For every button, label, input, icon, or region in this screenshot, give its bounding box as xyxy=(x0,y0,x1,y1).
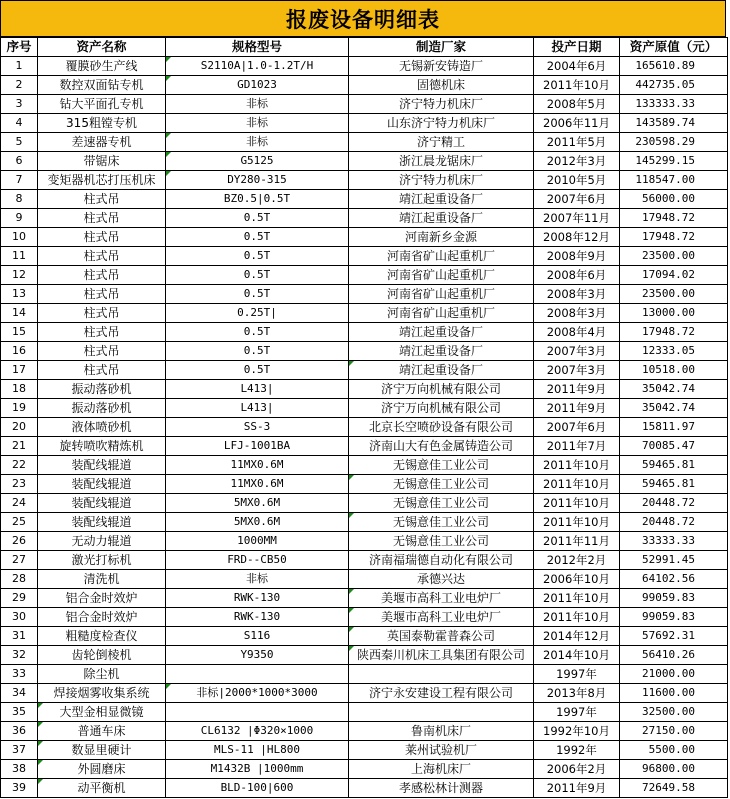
cell-index[interactable]: 7 xyxy=(1,171,38,190)
cell-date[interactable]: 2012年2月 xyxy=(534,551,620,570)
cell-model[interactable]: DY280-315 xyxy=(166,171,349,190)
cell-index[interactable]: 36 xyxy=(1,722,38,741)
cell-manufacturer[interactable] xyxy=(349,703,534,722)
cell-index[interactable]: 30 xyxy=(1,608,38,627)
cell-value[interactable]: 118547.00 xyxy=(620,171,728,190)
cell-asset-name[interactable]: 大型金相显微镜 xyxy=(38,703,166,722)
cell-date[interactable]: 1992年10月 xyxy=(534,722,620,741)
cell-index[interactable]: 38 xyxy=(1,760,38,779)
cell-date[interactable]: 2014年10月 xyxy=(534,646,620,665)
table-row xyxy=(1,589,728,608)
cell-value[interactable]: 15811.97 xyxy=(620,418,728,437)
cell-manufacturer[interactable]: 靖江起重设备厂 xyxy=(349,323,534,342)
cell-value[interactable]: 11600.00 xyxy=(620,684,728,703)
cell-model[interactable]: LFJ-1001BA xyxy=(166,437,349,456)
col-header-value[interactable]: 资产原值（元） xyxy=(620,38,728,57)
cell-manufacturer[interactable]: 靖江起重设备厂 xyxy=(349,342,534,361)
cell-date[interactable]: 2011年7月 xyxy=(534,437,620,456)
cell-model[interactable]: SS-3 xyxy=(166,418,349,437)
cell-value[interactable]: 20448.72 xyxy=(620,513,728,532)
cell-asset-name[interactable]: 柱式吊 xyxy=(38,228,166,247)
cell-value[interactable]: 133333.33 xyxy=(620,95,728,114)
cell-index[interactable]: 14 xyxy=(1,304,38,323)
cell-value[interactable]: 23500.00 xyxy=(620,285,728,304)
table-row xyxy=(1,418,728,437)
cell-value[interactable]: 442735.05 xyxy=(620,76,728,95)
cell-date[interactable]: 2011年10月 xyxy=(534,494,620,513)
cell-value[interactable]: 12333.05 xyxy=(620,342,728,361)
cell-value[interactable]: 64102.56 xyxy=(620,570,728,589)
cell-model[interactable]: 0.5T xyxy=(166,361,349,380)
cell-asset-name[interactable]: 激光打标机 xyxy=(38,551,166,570)
col-header-name[interactable]: 资产名称 xyxy=(38,38,166,57)
table-row xyxy=(1,361,728,380)
table-row xyxy=(1,570,728,589)
cell-index[interactable]: 29 xyxy=(1,589,38,608)
cell-index[interactable]: 5 xyxy=(1,133,38,152)
cell-model[interactable]: 0.5T xyxy=(166,285,349,304)
cell-value[interactable]: 17094.02 xyxy=(620,266,728,285)
cell-date[interactable]: 1992年 xyxy=(534,741,620,760)
cell-index[interactable]: 11 xyxy=(1,247,38,266)
cell-model[interactable]: 0.5T xyxy=(166,266,349,285)
cell-value[interactable]: 52991.45 xyxy=(620,551,728,570)
cell-manufacturer[interactable]: 无锡意佳工业公司 xyxy=(349,532,534,551)
cell-index[interactable]: 1 xyxy=(1,57,38,76)
cell-manufacturer[interactable]: 无锡意佳工业公司 xyxy=(349,456,534,475)
cell-date[interactable]: 2011年10月 xyxy=(534,456,620,475)
cell-value[interactable]: 35042.74 xyxy=(620,399,728,418)
cell-asset-name[interactable]: 柱式吊 xyxy=(38,247,166,266)
cell-value[interactable]: 27150.00 xyxy=(620,722,728,741)
cell-asset-name[interactable]: 粗糙度检查仪 xyxy=(38,627,166,646)
cell-asset-name[interactable]: 液体喷砂机 xyxy=(38,418,166,437)
cell-asset-name[interactable]: 旋转喷吹精炼机 xyxy=(38,437,166,456)
cell-value[interactable]: 70085.47 xyxy=(620,437,728,456)
cell-value[interactable]: 20448.72 xyxy=(620,494,728,513)
cell-index[interactable]: 35 xyxy=(1,703,38,722)
cell-index[interactable]: 27 xyxy=(1,551,38,570)
cell-index[interactable]: 26 xyxy=(1,532,38,551)
cell-value[interactable]: 59465.81 xyxy=(620,456,728,475)
cell-manufacturer[interactable]: 无锡新安铸造厂 xyxy=(349,57,534,76)
cell-manufacturer[interactable]: 靖江起重设备厂 xyxy=(349,190,534,209)
table-row xyxy=(1,456,728,475)
cell-asset-name[interactable]: 齿轮倒棱机 xyxy=(38,646,166,665)
cell-model[interactable]: S2110A|1.0-1.2T/H xyxy=(166,57,349,76)
header-row xyxy=(1,38,728,57)
cell-manufacturer[interactable]: 济宁万向机械有限公司 xyxy=(349,380,534,399)
cell-model[interactable]: BLD-100|600 xyxy=(166,779,349,798)
cell-model[interactable]: FRD--CB50 xyxy=(166,551,349,570)
table-row xyxy=(1,513,728,532)
cell-date[interactable]: 2011年5月 xyxy=(534,133,620,152)
cell-asset-name[interactable]: 变矩器机芯打压机床 xyxy=(38,171,166,190)
cell-asset-name[interactable]: 带锯床 xyxy=(38,152,166,171)
cell-manufacturer[interactable]: 河南新乡金源 xyxy=(349,228,534,247)
cell-manufacturer[interactable]: 承德兴达 xyxy=(349,570,534,589)
table-row xyxy=(1,380,728,399)
cell-date[interactable]: 2007年6月 xyxy=(534,418,620,437)
cell-manufacturer[interactable]: 陕西秦川机床工具集团有限公司 xyxy=(349,646,534,665)
cell-date[interactable]: 2011年11月 xyxy=(534,532,620,551)
cell-asset-name[interactable]: 装配线辊道 xyxy=(38,456,166,475)
table-row xyxy=(1,323,728,342)
cell-date[interactable]: 2011年9月 xyxy=(534,380,620,399)
table-row xyxy=(1,665,728,684)
cell-model[interactable]: RWK-130 xyxy=(166,589,349,608)
cell-model[interactable]: 非标 xyxy=(166,95,349,114)
cell-date[interactable]: 2008年5月 xyxy=(534,95,620,114)
table-row xyxy=(1,437,728,456)
cell-model[interactable]: 1000MM xyxy=(166,532,349,551)
cell-asset-name[interactable]: 普通车床 xyxy=(38,722,166,741)
cell-manufacturer[interactable]: 鲁南机床厂 xyxy=(349,722,534,741)
cell-date[interactable]: 2011年10月 xyxy=(534,513,620,532)
cell-date[interactable]: 2008年3月 xyxy=(534,285,620,304)
table-row xyxy=(1,627,728,646)
cell-asset-name[interactable]: 柱式吊 xyxy=(38,266,166,285)
table-row xyxy=(1,722,728,741)
cell-model[interactable]: 5MX0.6M xyxy=(166,513,349,532)
cell-manufacturer[interactable]: 靖江起重设备厂 xyxy=(349,209,534,228)
cell-model[interactable]: 非标|2000*1000*3000 xyxy=(166,684,349,703)
cell-date[interactable]: 2008年4月 xyxy=(534,323,620,342)
cell-model[interactable]: 非标 xyxy=(166,114,349,133)
cell-date[interactable]: 2011年10月 xyxy=(534,589,620,608)
table-row xyxy=(1,133,728,152)
cell-manufacturer[interactable]: 济宁永安建设工程有限公司 xyxy=(349,684,534,703)
cell-asset-name[interactable]: 差速器专机 xyxy=(38,133,166,152)
cell-manufacturer[interactable]: 无锡意佳工业公司 xyxy=(349,494,534,513)
cell-index[interactable]: 15 xyxy=(1,323,38,342)
cell-model[interactable]: 5MX0.6M xyxy=(166,494,349,513)
cell-asset-name[interactable]: 数控双面钻专机 xyxy=(38,76,166,95)
table-title: 报废设备明细表 xyxy=(0,0,726,37)
cell-date[interactable]: 2008年6月 xyxy=(534,266,620,285)
cell-manufacturer[interactable]: 莱州试验机厂 xyxy=(349,741,534,760)
cell-model[interactable]: 0.25T| xyxy=(166,304,349,323)
cell-index[interactable]: 3 xyxy=(1,95,38,114)
cell-model[interactable]: 11MX0.6M xyxy=(166,456,349,475)
cell-value[interactable]: 96800.00 xyxy=(620,760,728,779)
cell-model[interactable] xyxy=(166,703,349,722)
table-row xyxy=(1,57,728,76)
table-row xyxy=(1,190,728,209)
cell-index[interactable]: 16 xyxy=(1,342,38,361)
cell-index[interactable]: 9 xyxy=(1,209,38,228)
cell-date[interactable]: 2004年6月 xyxy=(534,57,620,76)
cell-asset-name[interactable]: 柱式吊 xyxy=(38,304,166,323)
cell-asset-name[interactable]: 装配线辊道 xyxy=(38,513,166,532)
cell-date[interactable]: 2007年3月 xyxy=(534,342,620,361)
cell-manufacturer[interactable] xyxy=(349,665,534,684)
cell-model[interactable]: M1432B |1000mm xyxy=(166,760,349,779)
cell-model[interactable]: 11MX0.6M xyxy=(166,475,349,494)
table-row xyxy=(1,551,728,570)
cell-index[interactable]: 37 xyxy=(1,741,38,760)
cell-index[interactable]: 39 xyxy=(1,779,38,798)
table-body xyxy=(1,57,728,798)
cell-date[interactable]: 2006年2月 xyxy=(534,760,620,779)
table-row xyxy=(1,171,728,190)
cell-index[interactable]: 25 xyxy=(1,513,38,532)
cell-asset-name[interactable]: 覆膜砂生产线 xyxy=(38,57,166,76)
cell-asset-name[interactable]: 柱式吊 xyxy=(38,361,166,380)
cell-manufacturer[interactable]: 无锡意佳工业公司 xyxy=(349,513,534,532)
cell-model[interactable]: G5125 xyxy=(166,152,349,171)
cell-model[interactable]: CL6132 |Φ320×1000 xyxy=(166,722,349,741)
cell-value[interactable]: 56000.00 xyxy=(620,190,728,209)
cell-model[interactable]: 非标 xyxy=(166,133,349,152)
table-row xyxy=(1,114,728,133)
cell-asset-name[interactable]: 铝合金时效炉 xyxy=(38,608,166,627)
cell-index[interactable]: 10 xyxy=(1,228,38,247)
cell-manufacturer[interactable]: 济宁特力机床厂 xyxy=(349,171,534,190)
cell-asset-name[interactable]: 装配线辊道 xyxy=(38,475,166,494)
table-row xyxy=(1,76,728,95)
cell-manufacturer[interactable]: 英国泰勒霍普森公司 xyxy=(349,627,534,646)
cell-model[interactable]: S116 xyxy=(166,627,349,646)
equipment-table xyxy=(0,37,728,798)
cell-asset-name[interactable]: 清洗机 xyxy=(38,570,166,589)
cell-model[interactable]: 0.5T xyxy=(166,323,349,342)
cell-model[interactable]: 0.5T xyxy=(166,247,349,266)
cell-value[interactable]: 72649.58 xyxy=(620,779,728,798)
cell-date[interactable]: 2007年6月 xyxy=(534,190,620,209)
cell-asset-name[interactable]: 数显里硬计 xyxy=(38,741,166,760)
table-row xyxy=(1,304,728,323)
cell-date[interactable]: 2011年10月 xyxy=(534,608,620,627)
cell-index[interactable]: 34 xyxy=(1,684,38,703)
table-row xyxy=(1,703,728,722)
cell-manufacturer[interactable]: 河南省矿山起重机厂 xyxy=(349,304,534,323)
cell-manufacturer[interactable]: 浙江晨龙锯床厂 xyxy=(349,152,534,171)
cell-model[interactable]: 0.5T xyxy=(166,209,349,228)
table-row xyxy=(1,475,728,494)
cell-manufacturer[interactable]: 美堰市高科工业电炉厂 xyxy=(349,589,534,608)
cell-model[interactable]: BZ0.5|0.5T xyxy=(166,190,349,209)
cell-index[interactable]: 17 xyxy=(1,361,38,380)
cell-date[interactable]: 2012年3月 xyxy=(534,152,620,171)
cell-asset-name[interactable]: 钻大平面孔专机 xyxy=(38,95,166,114)
cell-manufacturer[interactable]: 河南省矿山起重机厂 xyxy=(349,247,534,266)
cell-date[interactable]: 2010年5月 xyxy=(534,171,620,190)
cell-model[interactable]: GD1023 xyxy=(166,76,349,95)
cell-manufacturer[interactable]: 山东济宁特力机床厂 xyxy=(349,114,534,133)
cell-date[interactable]: 2006年10月 xyxy=(534,570,620,589)
cell-manufacturer[interactable]: 孝感松林计测器 xyxy=(349,779,534,798)
cell-manufacturer[interactable]: 固德机床 xyxy=(349,76,534,95)
cell-index[interactable]: 4 xyxy=(1,114,38,133)
cell-index[interactable]: 19 xyxy=(1,399,38,418)
cell-model[interactable]: 非标 xyxy=(166,570,349,589)
table-row xyxy=(1,741,728,760)
cell-value[interactable]: 230598.29 xyxy=(620,133,728,152)
cell-index[interactable]: 8 xyxy=(1,190,38,209)
cell-asset-name[interactable]: 柱式吊 xyxy=(38,190,166,209)
cell-manufacturer[interactable]: 河南省矿山起重机厂 xyxy=(349,266,534,285)
cell-asset-name[interactable]: 柱式吊 xyxy=(38,323,166,342)
cell-asset-name[interactable]: 柱式吊 xyxy=(38,342,166,361)
cell-date[interactable]: 2006年11月 xyxy=(534,114,620,133)
cell-date[interactable]: 2011年9月 xyxy=(534,779,620,798)
table-row xyxy=(1,779,728,798)
cell-asset-name[interactable]: 柱式吊 xyxy=(38,285,166,304)
cell-model[interactable]: MLS-11 |HL800 xyxy=(166,741,349,760)
cell-manufacturer[interactable]: 无锡意佳工业公司 xyxy=(349,475,534,494)
table-row xyxy=(1,266,728,285)
cell-asset-name[interactable]: 315粗镗专机 xyxy=(38,114,166,133)
cell-value[interactable]: 99059.83 xyxy=(620,608,728,627)
cell-date[interactable]: 1997年 xyxy=(534,703,620,722)
cell-manufacturer[interactable]: 济南山大有色金属铸造公司 xyxy=(349,437,534,456)
cell-index[interactable]: 6 xyxy=(1,152,38,171)
cell-manufacturer[interactable]: 济宁精工 xyxy=(349,133,534,152)
cell-model[interactable]: L413| xyxy=(166,380,349,399)
cell-date[interactable]: 2008年12月 xyxy=(534,228,620,247)
cell-asset-name[interactable]: 铝合金时效炉 xyxy=(38,589,166,608)
col-header-manufacturer[interactable]: 制造厂家 xyxy=(349,38,534,57)
cell-index[interactable]: 33 xyxy=(1,665,38,684)
cell-manufacturer[interactable]: 河南省矿山起重机厂 xyxy=(349,285,534,304)
table-row xyxy=(1,209,728,228)
cell-asset-name[interactable]: 焊接烟雾收集系统 xyxy=(38,684,166,703)
cell-value[interactable]: 143589.74 xyxy=(620,114,728,133)
cell-value[interactable]: 23500.00 xyxy=(620,247,728,266)
table-row xyxy=(1,247,728,266)
table-row xyxy=(1,342,728,361)
table-row xyxy=(1,532,728,551)
cell-index[interactable]: 22 xyxy=(1,456,38,475)
cell-model[interactable]: 0.5T xyxy=(166,342,349,361)
cell-value[interactable]: 165610.89 xyxy=(620,57,728,76)
cell-date[interactable]: 2011年9月 xyxy=(534,399,620,418)
cell-asset-name[interactable]: 振动落砂机 xyxy=(38,380,166,399)
cell-index[interactable]: 23 xyxy=(1,475,38,494)
cell-manufacturer[interactable]: 济宁万向机械有限公司 xyxy=(349,399,534,418)
cell-date[interactable]: 2014年12月 xyxy=(534,627,620,646)
col-header-date[interactable]: 投产日期 xyxy=(534,38,620,57)
cell-index[interactable]: 18 xyxy=(1,380,38,399)
table-row xyxy=(1,646,728,665)
cell-value[interactable]: 59465.81 xyxy=(620,475,728,494)
cell-value[interactable]: 17948.72 xyxy=(620,228,728,247)
cell-index[interactable]: 13 xyxy=(1,285,38,304)
cell-index[interactable]: 32 xyxy=(1,646,38,665)
cell-value[interactable]: 17948.72 xyxy=(620,323,728,342)
cell-index[interactable]: 12 xyxy=(1,266,38,285)
table-row xyxy=(1,95,728,114)
cell-model[interactable]: RWK-130 xyxy=(166,608,349,627)
cell-model[interactable]: L413| xyxy=(166,399,349,418)
table-row xyxy=(1,608,728,627)
table-row xyxy=(1,760,728,779)
cell-value[interactable]: 21000.00 xyxy=(620,665,728,684)
cell-value[interactable]: 99059.83 xyxy=(620,589,728,608)
cell-value[interactable]: 33333.33 xyxy=(620,532,728,551)
cell-date[interactable]: 2011年10月 xyxy=(534,76,620,95)
cell-asset-name[interactable]: 振动落砂机 xyxy=(38,399,166,418)
cell-index[interactable]: 21 xyxy=(1,437,38,456)
cell-date[interactable]: 2011年10月 xyxy=(534,475,620,494)
cell-value[interactable]: 145299.15 xyxy=(620,152,728,171)
cell-index[interactable]: 28 xyxy=(1,570,38,589)
cell-date[interactable]: 2013年8月 xyxy=(534,684,620,703)
cell-asset-name[interactable]: 装配线辊道 xyxy=(38,494,166,513)
cell-manufacturer[interactable]: 济宁特力机床厂 xyxy=(349,95,534,114)
table-row xyxy=(1,684,728,703)
cell-value[interactable]: 5500.00 xyxy=(620,741,728,760)
cell-date[interactable]: 2007年11月 xyxy=(534,209,620,228)
cell-index[interactable]: 24 xyxy=(1,494,38,513)
cell-date[interactable]: 1997年 xyxy=(534,665,620,684)
cell-asset-name[interactable]: 无动力辊道 xyxy=(38,532,166,551)
table-row xyxy=(1,152,728,171)
cell-asset-name[interactable]: 外圆磨床 xyxy=(38,760,166,779)
cell-asset-name[interactable]: 动平衡机 xyxy=(38,779,166,798)
cell-asset-name[interactable]: 除尘机 xyxy=(38,665,166,684)
cell-value[interactable]: 56410.26 xyxy=(620,646,728,665)
table-row xyxy=(1,494,728,513)
table-row xyxy=(1,228,728,247)
cell-index[interactable]: 2 xyxy=(1,76,38,95)
cell-manufacturer[interactable]: 北京长空喷砂设备有限公司 xyxy=(349,418,534,437)
cell-manufacturer[interactable]: 济南福瑞德自动化有限公司 xyxy=(349,551,534,570)
cell-index[interactable]: 20 xyxy=(1,418,38,437)
cell-date[interactable]: 2007年3月 xyxy=(534,361,620,380)
table-row xyxy=(1,285,728,304)
table-row xyxy=(1,399,728,418)
cell-date[interactable]: 2008年3月 xyxy=(534,304,620,323)
cell-value[interactable]: 35042.74 xyxy=(620,380,728,399)
col-header-model[interactable]: 规格型号 xyxy=(166,38,349,57)
cell-asset-name[interactable]: 柱式吊 xyxy=(38,209,166,228)
cell-value[interactable]: 13000.00 xyxy=(620,304,728,323)
cell-value[interactable]: 10518.00 xyxy=(620,361,728,380)
cell-value[interactable]: 57692.31 xyxy=(620,627,728,646)
cell-value[interactable]: 17948.72 xyxy=(620,209,728,228)
cell-manufacturer[interactable]: 靖江起重设备厂 xyxy=(349,361,534,380)
cell-index[interactable]: 31 xyxy=(1,627,38,646)
cell-date[interactable]: 2008年9月 xyxy=(534,247,620,266)
cell-manufacturer[interactable]: 美堰市高科工业电炉厂 xyxy=(349,608,534,627)
cell-model[interactable]: Y9350 xyxy=(166,646,349,665)
cell-model[interactable] xyxy=(166,665,349,684)
cell-manufacturer[interactable]: 上海机床厂 xyxy=(349,760,534,779)
cell-value[interactable]: 32500.00 xyxy=(620,703,728,722)
col-header-index[interactable]: 序号 xyxy=(1,38,38,57)
cell-model[interactable]: 0.5T xyxy=(166,228,349,247)
